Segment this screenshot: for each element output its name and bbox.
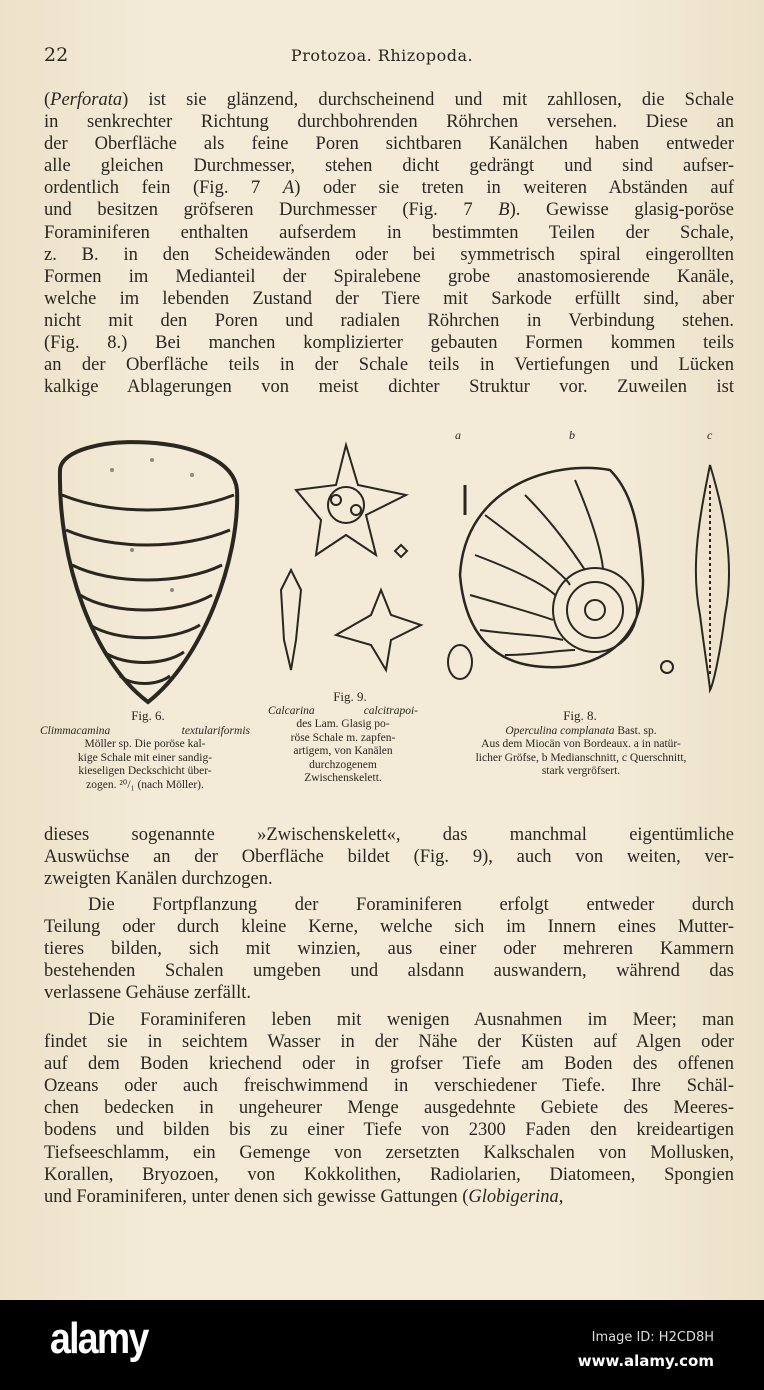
- text-line: der Oberfläche als feine Poren sichtbaren Kanälchen haben entweder: [44, 134, 734, 155]
- text-line: welche im lebenden Zustand der Tiere mit Sarkode erfüllt sind, aber: [44, 288, 734, 309]
- figure-9-illustration: [266, 440, 432, 685]
- caption-line: Möller sp. Die poröse kal-: [84, 738, 206, 751]
- caption-line: zogen. ²⁰/₁ (nach Möller).: [86, 778, 204, 791]
- image-id: Image ID: H2CD8H: [591, 1330, 714, 1345]
- text-line: in senkrechter Richtung durchbohrenden Röhrchen versehen. Diese an: [44, 112, 734, 133]
- text-line: Die Fortpflanzung der Foraminiferen erfolgt entweder durch: [88, 895, 734, 915]
- paragraph-3: [44, 894, 734, 1004]
- caption-line: licher Gröfse, b Medianschnitt, c Querschnitt,: [475, 751, 687, 764]
- text-line: chen bedecken in ungeheurer Menge ausgedehnte Gebiete des Meeres-: [44, 1098, 734, 1119]
- text-line: zweigten Kanälen durchzogen.: [44, 869, 273, 890]
- text-line: dieses sogenannte »Zwischenskelett«, das manchmal eigentümliche: [44, 825, 734, 845]
- fig-8-species-suffix: Bast. sp.: [614, 725, 657, 737]
- watermark-footer: [0, 1300, 764, 1390]
- text-line: kalkige Ablagerungen von meist dichter Struktur vor. Zuweilen ist: [44, 377, 734, 398]
- page-number: 22: [44, 44, 69, 66]
- paragraph-1: [44, 89, 734, 398]
- text-line: verlassene Gehäuse zerfällt.: [44, 983, 251, 1004]
- caption-line: kige Schale mit einer sandig-: [77, 751, 213, 764]
- paragraph-2: [44, 824, 734, 890]
- alamy-logo: alamy: [50, 1314, 148, 1363]
- fig-9-caption: [268, 705, 418, 785]
- fig-8-label: Fig. 8.: [563, 708, 597, 723]
- text-line: z. B. in den Scheidewänden oder bei symmetrisch spiral eingerollten: [44, 244, 734, 265]
- fig-8-sub-c: c: [707, 428, 713, 442]
- fig-8-species: Operculina complanata: [505, 725, 615, 737]
- fig-9-label: Fig. 9.: [333, 689, 367, 704]
- figure-6-illustration: [52, 430, 244, 708]
- fig-9-species: Calcarina calcitrapoi-: [268, 705, 418, 717]
- caption-line: durchzogenem: [309, 758, 377, 771]
- text-line: Auswüchse an der Oberfläche bildet (Fig. 9), auch von weiten, ver-: [44, 847, 734, 868]
- text-line: (Fig. 8.) Bei manchen komplizierter gebauten Formen kommen teils: [44, 333, 734, 354]
- text-line: Tiefseeschlamm, ein Gemenge von zersetzten Kalkschalen von Mollusken,: [44, 1142, 734, 1163]
- watermark-url: www.alamy.com: [577, 1352, 714, 1370]
- running-head: Protozoa. Rhizopoda.: [290, 46, 474, 65]
- text-line: Ozeans oder auch freischwimmend in verschiedener Tiefe. Ihre Schäl-: [44, 1076, 734, 1097]
- text-line: (Perforata) ist sie glänzend, durchscheinend und mit zahllosen, die Schale: [44, 90, 734, 110]
- caption-line: Aus dem Miocän von Bordeaux. a in natür-: [481, 738, 681, 751]
- text-line: nicht mit den Poren und radialen Röhrchen in Verbindung stehen.: [44, 310, 734, 331]
- fig-8-caption: [436, 725, 726, 779]
- figure-8-illustration: [445, 455, 745, 700]
- caption-line: kieseligen Deckschicht über-: [78, 765, 212, 778]
- text-line: Teilung oder durch kleine Kerne, welche sich im Innern eines Mutter-: [44, 917, 734, 938]
- text-line: an der Oberfläche teils in der Schale teils in Vertiefungen und Lücken: [44, 355, 734, 376]
- fig-6-species: Climmacamina textulariformis: [40, 725, 250, 737]
- text-line: auf dem Boden kriechend oder in grofser Tiefe am Boden des offenen: [44, 1054, 734, 1075]
- caption-line: Zwischenskelett.: [304, 772, 382, 785]
- fig-8-sub-a: a: [455, 428, 461, 442]
- fig-8-sub-b: b: [569, 428, 575, 442]
- caption-line: des Lam. Glasig po-: [296, 718, 390, 731]
- text-line: findet sie in seichtem Wasser in der Nähe der Küsten auf Algen oder: [44, 1032, 734, 1053]
- fig-6-caption: [40, 725, 250, 792]
- text-line: bodens und bilden bis zu einer Tiefe von 2300 Faden den kreideartigen: [44, 1120, 734, 1141]
- fig-6-label: Fig. 6.: [131, 708, 165, 723]
- text-line: ordentlich fein (Fig. 7 A) oder sie treten in weiteren Abständen auf: [44, 178, 734, 199]
- text-line: Foraminiferen enthalten aufserdem in bestimmten Teilen der Schale,: [44, 222, 734, 243]
- paragraph-4: [44, 1009, 734, 1208]
- text-line: Korallen, Bryozoen, von Kokkolithen, Radiolarien, Diatomeen, Spongien: [44, 1164, 734, 1185]
- text-line: Die Foraminiferen leben mit wenigen Ausnahmen im Meer; man: [88, 1010, 734, 1030]
- caption-line: artigem, von Kanälen: [293, 745, 393, 758]
- text-line: bestehenden Schalen umgeben und alsdann auswandern, während das: [44, 961, 734, 982]
- caption-line: röse Schale m. zapfen-: [290, 731, 396, 744]
- text-line: alle gleichen Durchmesser, stehen dicht gedrängt und sind aufser-: [44, 156, 734, 177]
- text-line: und besitzen gröfseren Durchmesser (Fig. 7 B). Gewisse glasig-poröse: [44, 200, 734, 221]
- caption-line: stark vergröfsert.: [541, 765, 621, 778]
- text-line: Formen im Medianteil der Spiralebene grobe anastomosierende Kanäle,: [44, 266, 734, 287]
- text-line: und Foraminiferen, unter denen sich gewisse Gattungen (Globigerina,: [44, 1186, 564, 1207]
- text-line: tieres bilden, sich mit winzien, aus einer oder mehreren Kammern: [44, 939, 734, 960]
